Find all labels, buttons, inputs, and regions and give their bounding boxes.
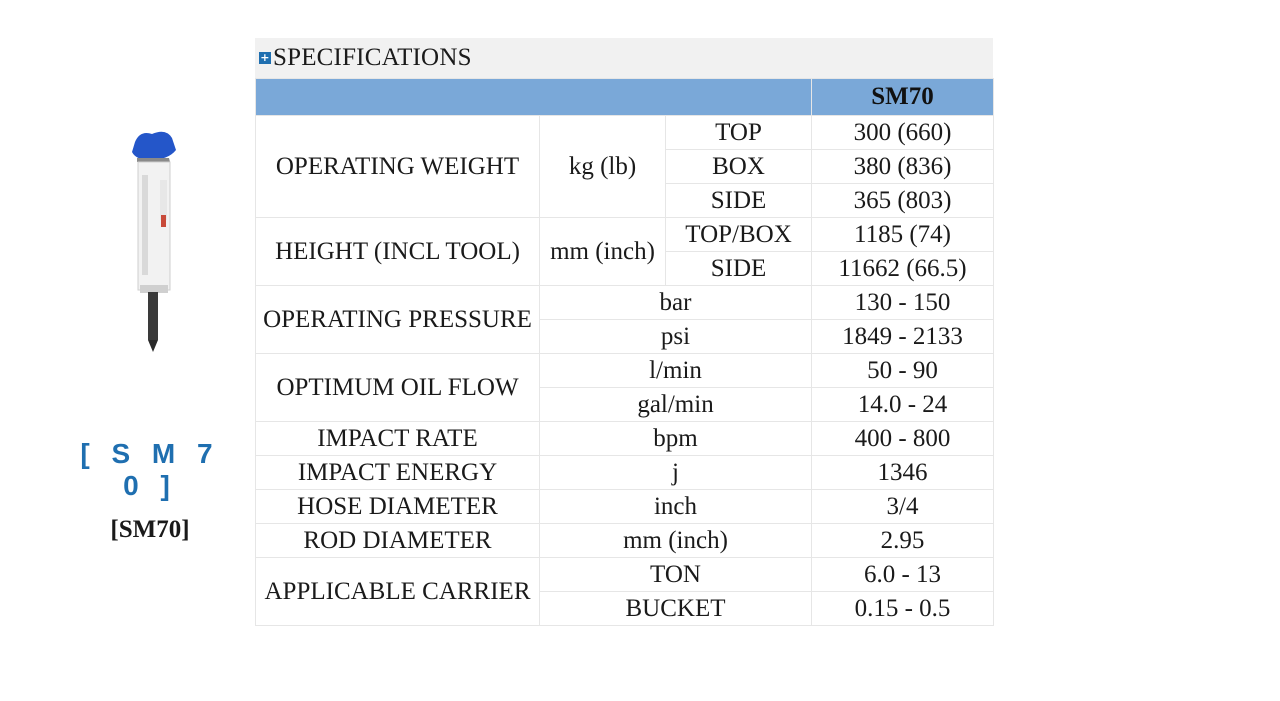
product-name: [SM70] <box>110 516 190 543</box>
height-side-value: 11662 (66.5) <box>812 252 994 286</box>
oil-galmin-unit: gal/min <box>540 388 812 422</box>
weight-side-sub: SIDE <box>666 184 812 218</box>
carrier-bucket-unit: BUCKET <box>540 592 812 626</box>
pressure-bar-value: 130 - 150 <box>812 286 994 320</box>
table-row <box>256 490 994 524</box>
impact-energy-value: 1346 <box>812 456 994 490</box>
pressure-psi-value: 1849 - 2133 <box>812 320 994 354</box>
rod-diameter-value: 2.95 <box>812 524 994 558</box>
table-row <box>256 286 994 320</box>
oil-lmin-value: 50 - 90 <box>812 354 994 388</box>
oil-lmin-unit: l/min <box>540 354 812 388</box>
hydraulic-breaker-image <box>110 120 190 360</box>
specifications-table <box>255 38 993 626</box>
impact-rate-label: IMPACT RATE <box>256 422 540 456</box>
expand-plus-icon[interactable]: + <box>260 51 270 64</box>
height-topbox-sub: TOP/BOX <box>666 218 812 252</box>
oil-galmin-value: 14.0 - 24 <box>812 388 994 422</box>
specifications-header <box>255 38 993 78</box>
table-header-row <box>256 79 994 116</box>
rod-diameter-unit: mm (inch) <box>540 524 812 558</box>
weight-side-value: 365 (803) <box>812 184 994 218</box>
height-topbox-value: 1185 (74) <box>812 218 994 252</box>
oil-flow-label: OPTIMUM OIL FLOW <box>256 354 540 422</box>
table-row <box>256 456 994 490</box>
weight-top-value: 300 (660) <box>812 116 994 150</box>
hose-diameter-label: HOSE DIAMETER <box>256 490 540 524</box>
table-row <box>256 422 994 456</box>
weight-box-sub: BOX <box>666 150 812 184</box>
table-row <box>256 524 994 558</box>
height-label: HEIGHT (INCL TOOL) <box>256 218 540 286</box>
header-blank-cell <box>256 79 812 116</box>
impact-rate-unit: bpm <box>540 422 812 456</box>
weight-box-value: 380 (836) <box>812 150 994 184</box>
pressure-psi-unit: psi <box>540 320 812 354</box>
hose-diameter-value: 3/4 <box>812 490 994 524</box>
table-row <box>256 218 994 252</box>
operating-weight-label: OPERATING WEIGHT <box>256 116 540 218</box>
height-unit: mm (inch) <box>540 218 666 286</box>
carrier-ton-unit: TON <box>540 558 812 592</box>
operating-weight-unit: kg (lb) <box>540 116 666 218</box>
impact-energy-label: IMPACT ENERGY <box>256 456 540 490</box>
applicable-carrier-label: APPLICABLE CARRIER <box>256 558 540 626</box>
hose-diameter-unit: inch <box>540 490 812 524</box>
pressure-bar-unit: bar <box>540 286 812 320</box>
carrier-bucket-value: 0.15 - 0.5 <box>812 592 994 626</box>
product-panel <box>80 120 220 544</box>
weight-top-sub: TOP <box>666 116 812 150</box>
height-side-sub: SIDE <box>666 252 812 286</box>
impact-rate-value: 400 - 800 <box>812 422 994 456</box>
table-row <box>256 558 994 592</box>
rod-diameter-label: ROD DIAMETER <box>256 524 540 558</box>
carrier-ton-value: 6.0 - 13 <box>812 558 994 592</box>
model-column-header: SM70 <box>812 79 994 116</box>
product-tag: [ S M 7 0 ] <box>80 438 220 501</box>
specifications-title: SPECIFICATIONS <box>273 44 472 71</box>
table-row <box>256 116 994 150</box>
spec-grid <box>255 78 994 626</box>
table-row <box>256 354 994 388</box>
impact-energy-unit: j <box>540 456 812 490</box>
operating-pressure-label: OPERATING PRESSURE <box>256 286 540 354</box>
